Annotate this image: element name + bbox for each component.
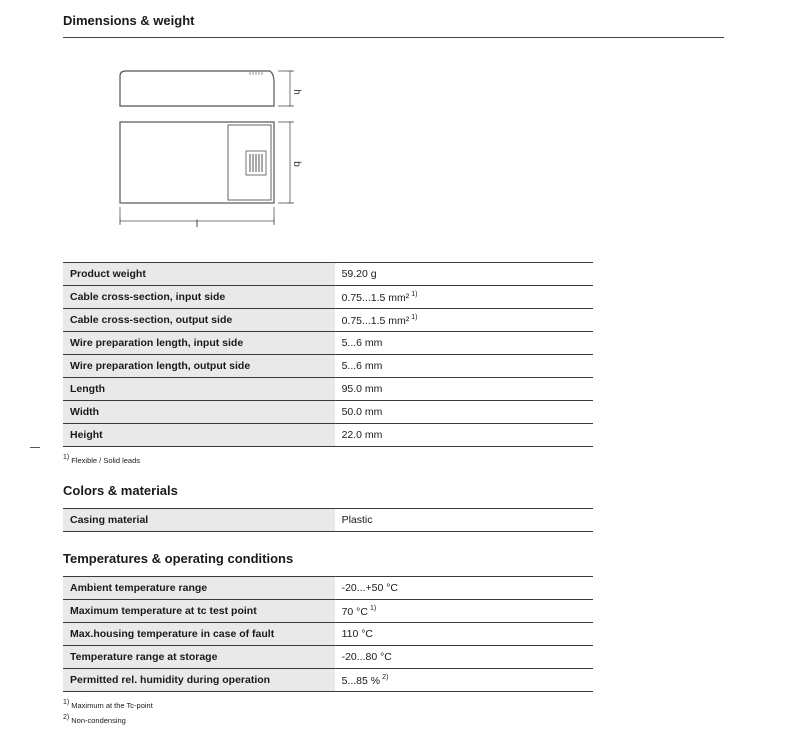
- spec-label: Length: [63, 378, 335, 401]
- spec-value: 0.75...1.5 mm²: [341, 314, 410, 327]
- section-title-colors: Colors & materials: [63, 483, 178, 498]
- footnote-text: Non-condensing: [71, 716, 126, 725]
- footnote-text: Maximum at the Tc-point: [71, 701, 153, 710]
- footnote: [63, 454, 140, 465]
- footnote-ref: 2): [382, 673, 389, 681]
- table-row: [63, 378, 593, 401]
- table-row: [63, 669, 593, 692]
- spec-label: Casing material: [63, 509, 335, 532]
- table-row: [63, 309, 593, 332]
- table-row: [63, 623, 593, 646]
- spec-label: Permitted rel. humidity during operation: [63, 669, 335, 692]
- length-dimension-label: l: [195, 219, 199, 230]
- margin-mark: [30, 447, 40, 448]
- spec-label: Wire preparation length, output side: [63, 355, 335, 378]
- spec-value: Plastic: [341, 514, 373, 526]
- spec-value: 110 °C: [341, 628, 374, 640]
- table-row: [63, 332, 593, 355]
- footnote-text: Flexible / Solid leads: [71, 456, 141, 465]
- spec-value-cell: [335, 646, 593, 669]
- spec-value-cell: [335, 355, 593, 378]
- table-row: [63, 646, 593, 669]
- spec-label: Ambient temperature range: [63, 577, 335, 600]
- footnote-ref: 1): [411, 290, 418, 298]
- table-row: [63, 600, 593, 623]
- temperatures-table: [63, 576, 593, 692]
- footnote: [63, 699, 153, 710]
- footnote-ref: 1): [411, 313, 418, 321]
- height-dimension-label: h: [291, 89, 302, 95]
- table-row: [63, 401, 593, 424]
- spec-value-cell: [335, 309, 593, 332]
- spec-value-cell: [335, 509, 593, 532]
- table-row: [63, 577, 593, 600]
- spec-value-cell: [335, 669, 593, 692]
- section-title-temperatures: Temperatures & operating conditions: [63, 551, 294, 566]
- spec-value: -20...80 °C: [341, 651, 392, 663]
- spec-value-cell: [335, 600, 593, 623]
- spec-value-cell: [335, 401, 593, 424]
- spec-value: -20...+50 °C: [341, 582, 399, 594]
- spec-value-cell: [335, 332, 593, 355]
- spec-value-cell: [335, 378, 593, 401]
- spec-value: 59.20 g: [341, 268, 377, 280]
- section-title-dimensions: Dimensions & weight: [63, 13, 195, 28]
- table-row: [63, 509, 593, 532]
- spec-label: Temperature range at storage: [63, 646, 335, 669]
- spec-value: 70 °C: [341, 605, 368, 618]
- temperatures-footnotes: [63, 699, 153, 729]
- section-divider: [63, 37, 724, 38]
- footnote-ref: 1): [369, 604, 377, 612]
- footnote: [63, 714, 153, 725]
- table-row: [63, 424, 593, 447]
- dimension-drawing: [110, 62, 310, 232]
- footnote-mark: 2): [63, 714, 70, 721]
- spec-value: 22.0 mm: [341, 429, 383, 441]
- colors-table: [63, 508, 593, 532]
- spec-label: Cable cross-section, output side: [63, 309, 335, 332]
- table-row: [63, 286, 593, 309]
- spec-value: 5...6 mm: [341, 337, 383, 349]
- spec-label: Width: [63, 401, 335, 424]
- spec-value-cell: [335, 424, 593, 447]
- spec-value-cell: [335, 623, 593, 646]
- spec-value-cell: [335, 286, 593, 309]
- spec-value-cell: [335, 263, 593, 286]
- spec-value: 0.75...1.5 mm²: [341, 291, 410, 304]
- table-row: [63, 263, 593, 286]
- spec-value: 50.0 mm: [341, 406, 383, 418]
- device-side-view: [120, 71, 274, 106]
- spec-label: Height: [63, 424, 335, 447]
- footnote-mark: 1): [63, 454, 70, 461]
- spec-value-cell: [335, 577, 593, 600]
- spec-label: Wire preparation length, input side: [63, 332, 335, 355]
- footnote-mark: 1): [63, 699, 70, 706]
- spec-label: Cable cross-section, input side: [63, 286, 335, 309]
- dimensions-table: [63, 262, 593, 447]
- spec-label: Max.housing temperature in case of fault: [63, 623, 335, 646]
- spec-label: Product weight: [63, 263, 335, 286]
- spec-value: 5...85 %: [341, 674, 381, 687]
- table-row: [63, 355, 593, 378]
- width-dimension-label: b: [291, 161, 302, 167]
- spec-value: 95.0 mm: [341, 383, 383, 395]
- spec-value: 5...6 mm: [341, 360, 383, 372]
- dimensions-footnotes: [63, 454, 140, 469]
- spec-label: Maximum temperature at tc test point: [63, 600, 335, 623]
